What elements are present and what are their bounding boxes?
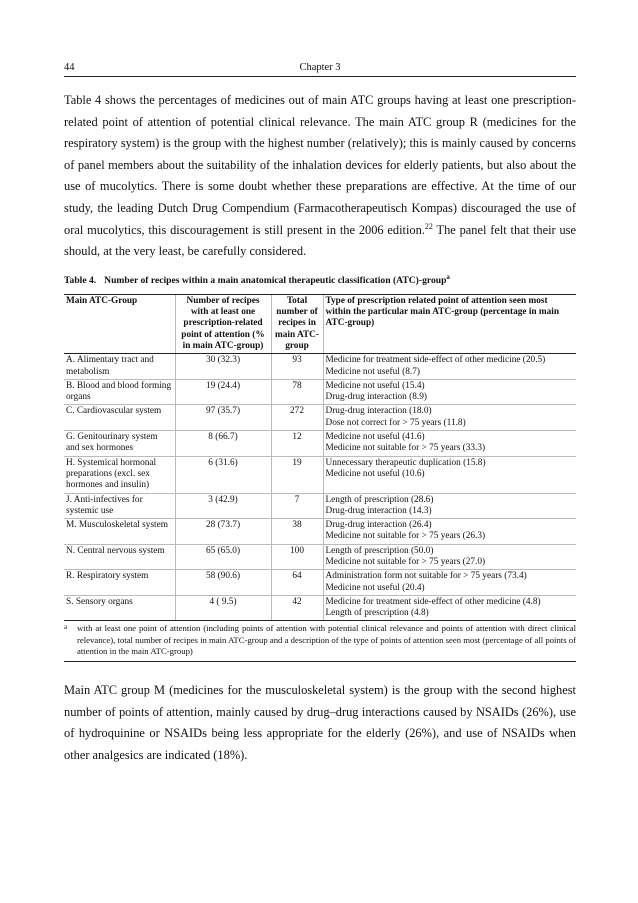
attention-type-item: Length of prescription (28.6) — [325, 494, 434, 505]
cell-atc-group: G. Genitourinary system and sex hormones — [64, 431, 175, 457]
cell-number-of-recipes: 97 (35.7) — [175, 405, 271, 431]
table-title: Number of recipes within a main anatomical therapeutic classification (ATC)-group — [104, 274, 447, 286]
cell-atc-group: H. Systemical hormonal preparations (excl. sex hormones and insulin) — [64, 456, 175, 493]
cell-atc-group: A. Alimentary tract and metabolism — [64, 354, 175, 380]
table-caption — [64, 272, 576, 286]
intro-paragraph-text-end: The panel felt that their use should, at the very least, be carefully considered. — [64, 222, 576, 259]
cell-attention-types — [323, 570, 576, 596]
cell-attention-types — [323, 379, 576, 405]
attention-type-item: Length of prescription (50.0) — [325, 545, 434, 556]
cell-number-of-recipes: 6 (31.6) — [175, 456, 271, 493]
attention-type-item: Length of prescription (4.8) — [325, 608, 429, 619]
table-row — [64, 456, 576, 493]
running-header — [64, 62, 576, 77]
page — [64, 62, 576, 766]
cell-atc-group: B. Blood and blood forming organs — [64, 379, 175, 405]
cell-total-recipes: 19 — [271, 456, 323, 493]
table-row — [64, 544, 576, 570]
footnote-mark: a — [64, 623, 68, 632]
attention-type-item: Medicine for treatment side-effect of other medicine (4.8) — [325, 596, 541, 607]
table-footnote — [64, 623, 576, 662]
cell-total-recipes: 100 — [271, 544, 323, 570]
attention-type-item: Medicine not suitable for > 75 years (26.3) — [325, 531, 486, 542]
attention-type-item: Medicine not useful (10.6) — [325, 468, 425, 479]
intro-paragraph — [64, 90, 576, 263]
cell-total-recipes: 93 — [271, 354, 323, 380]
header-number-of-recipes: Number of recipes with at least one prescription-related point of attention (% in main ATC-group) — [175, 294, 271, 353]
cell-number-of-recipes: 30 (32.3) — [175, 354, 271, 380]
attention-type-item: Medicine for treatment side-effect of other medicine (20.5) — [325, 355, 546, 366]
cell-attention-types — [323, 405, 576, 431]
cell-number-of-recipes: 58 (90.6) — [175, 570, 271, 596]
cell-attention-types — [323, 544, 576, 570]
cell-atc-group: N. Central nervous system — [64, 544, 175, 570]
cell-total-recipes: 38 — [271, 519, 323, 545]
cell-attention-types — [323, 431, 576, 457]
cell-number-of-recipes: 3 (42.9) — [175, 493, 271, 519]
cell-total-recipes: 78 — [271, 379, 323, 405]
cell-attention-types — [323, 519, 576, 545]
table-header-row — [64, 294, 576, 353]
page-number: 44 — [64, 62, 75, 73]
attention-type-item: Medicine not suitable for > 75 years (33.3) — [325, 443, 486, 454]
cell-number-of-recipes: 28 (73.7) — [175, 519, 271, 545]
cell-attention-types — [323, 354, 576, 380]
table-row — [64, 595, 576, 621]
table-row — [64, 354, 576, 380]
attention-type-item: Drug-drug interaction (14.3) — [325, 505, 432, 516]
cell-number-of-recipes: 4 ( 9.5) — [175, 595, 271, 621]
table-row — [64, 405, 576, 431]
attention-type-item: Drug-drug interaction (18.0) — [325, 406, 432, 417]
attention-type-item: Drug-drug interaction (8.9) — [325, 392, 427, 403]
header-type-of-attention: Type of prescription related point of attention seen most within the particular main ATC-group (percentage in main ATC-group) — [323, 294, 576, 353]
cell-attention-types — [323, 595, 576, 621]
attention-type-item: Medicine not useful (41.6) — [325, 432, 425, 443]
attention-type-item: Drug-drug interaction (26.4) — [325, 520, 432, 531]
cell-attention-types — [323, 493, 576, 519]
citation-marker: 22 — [424, 221, 433, 231]
header-main-atc-group: Main ATC-Group — [64, 294, 175, 353]
cell-total-recipes: 64 — [271, 570, 323, 596]
table-label: Table 4. — [64, 274, 97, 286]
cell-number-of-recipes: 19 (24.4) — [175, 379, 271, 405]
attention-type-item: Medicine not useful (8.7) — [325, 366, 420, 377]
attention-type-item: Dose not correct for > 75 years (11.8) — [325, 417, 466, 428]
closing-paragraph: Main ATC group M (medicines for the musculoskeletal system) is the group with the second highest number of points of attention, mainly caused by drug–drug interactions caused by NSAIDs (26%), use of hydroquinine or NSAIDs being less appropriate for the elderly (26%), and use of NSAIDs when other analgesics are indicated (18%). — [64, 683, 576, 762]
attention-type-item: Administration form not suitable for > 75 years (73.4) — [325, 571, 527, 582]
attention-type-item: Medicine not useful (15.4) — [325, 380, 425, 391]
chapter-title: Chapter 3 — [299, 62, 341, 73]
footnote-text: with at least one point of attention (including points of attention with potential clinical relevance and points of attention with direct clinical relevance), total number of recipes in main ATC-group and a description of the type of points of attention seen most (percentage of all points of attention in the main ATC-group) — [77, 623, 576, 656]
table-row — [64, 431, 576, 457]
attention-type-item: Unnecessary therapeutic duplication (15.8) — [325, 457, 486, 468]
cell-atc-group: S. Sensory organs — [64, 595, 175, 621]
table-title-footnote-mark: a — [446, 272, 450, 281]
table-row — [64, 493, 576, 519]
table-row — [64, 519, 576, 545]
cell-total-recipes: 272 — [271, 405, 323, 431]
attention-type-item: Medicine not useful (20.4) — [325, 582, 425, 593]
cell-attention-types — [323, 456, 576, 493]
atc-table — [64, 294, 576, 622]
cell-total-recipes: 42 — [271, 595, 323, 621]
table-row — [64, 570, 576, 596]
cell-atc-group: C. Cardiovascular system — [64, 405, 175, 431]
header-total-recipes: Total number of recipes in main ATC-group — [271, 294, 323, 353]
attention-type-item: Medicine not suitable for > 75 years (27.0) — [325, 556, 486, 567]
cell-number-of-recipes: 8 (66.7) — [175, 431, 271, 457]
cell-atc-group: M. Musculoskeletal system — [64, 519, 175, 545]
cell-total-recipes: 12 — [271, 431, 323, 457]
intro-paragraph-text: Table 4 shows the percentages of medicines out of main ATC groups having at least one prescription-related point of attention of potential clinical relevance. The main ATC group R (medicines for the respiratory system) is the group with the highest number (relatively); this is mainly caused by concerns of panel members about the suitability of the inhalation devices for elderly patients, but also about the use of mucolytics. There is some doubt whether these preparations are effective. At the time of our study, the leading Dutch Drug Compendium (Farmacotherapeutisch Kompas) discouraged the use of oral mucolytics, this discouragement is still present in the 2006 edition. — [64, 93, 576, 237]
cell-atc-group: R. Respiratory system — [64, 570, 175, 596]
cell-atc-group: J. Anti-infectives for systemic use — [64, 493, 175, 519]
cell-total-recipes: 7 — [271, 493, 323, 519]
cell-number-of-recipes: 65 (65.0) — [175, 544, 271, 570]
table-row — [64, 379, 576, 405]
